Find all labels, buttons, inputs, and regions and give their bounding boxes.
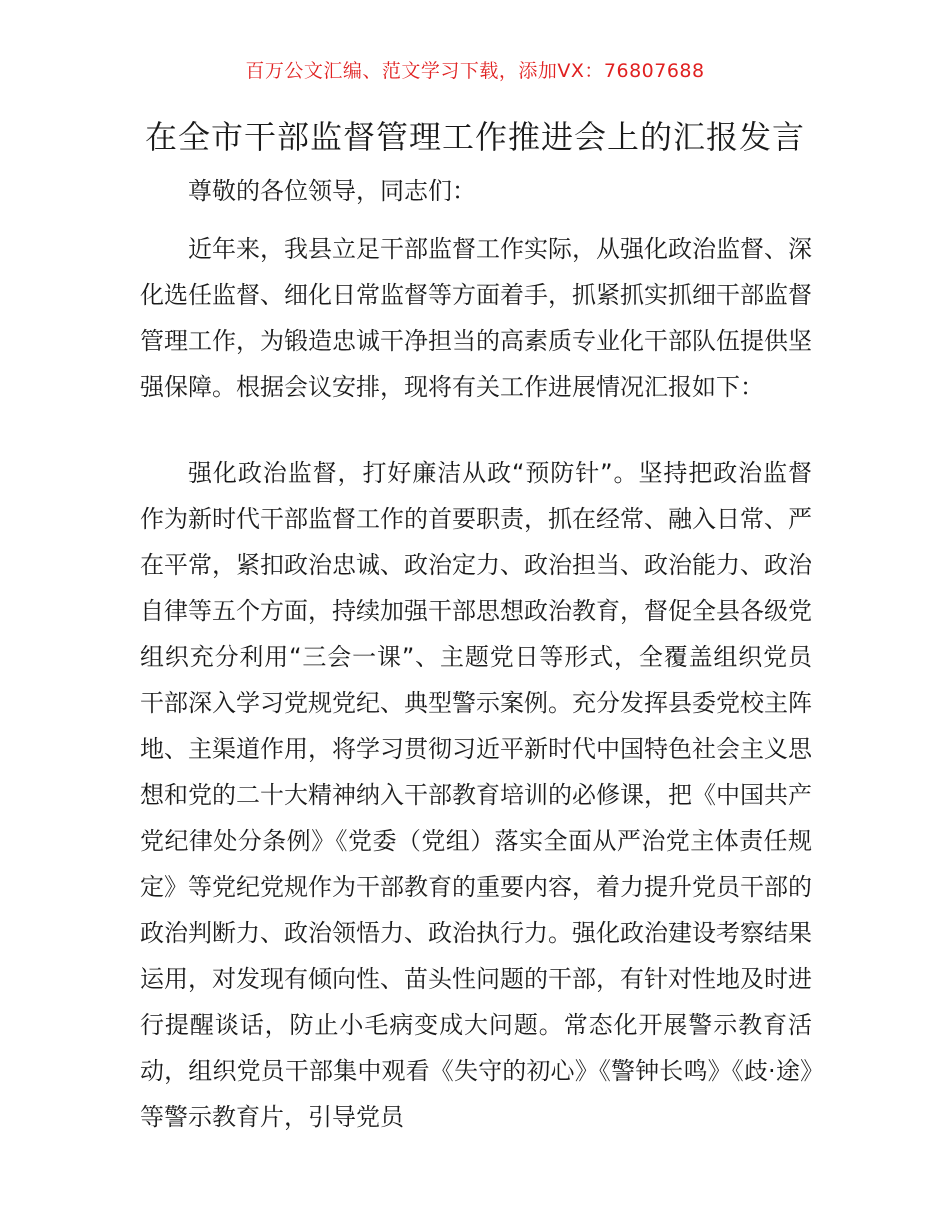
salutation: 尊敬的各位领导，同志们： [188,177,476,205]
paragraph-intro: 近年来，我县立足干部监督工作实际，从强化政治监督、深化选任监督、细化日常监督等方面着手，抓紧抓实抓细干部监督管理工作，为锻造忠诚干净担当的高素质专业化干部队伍提供坚强保障。根据会议安排，现将有关工作进展情况汇报如下： [140,235,812,401]
document-title: 在全市干部监督管理工作推进会上的汇报发言 [144,118,805,156]
header-banner: 百万公文汇编、范文学习下载，添加VX：76807688 [245,60,705,82]
paragraph-political-supervision: 强化政治监督，打好廉洁从政“预防针”。坚持把政治监督作为新时代干部监督工作的首要职责，抓在经常、融入日常、严在平常，紧扣政治忠诚、政治定力、政治担当、政治能力、政治自律等五个方面，持续加强干部思想政治教育，督促全县各级党组织充分利用“三会一课”、主题党日等形式，全覆盖组织党员干部深入学习党规党纪、典型警示案例。充分发挥县委党校主阵地、主渠道作用，将学习贯彻习近平新时代中国特色社会主义思想和党的二十大精神纳入干部教育培训的必修课，把《中国共产党纪律处分条例》《党委（党组）落实全面从严治党主体责任规定》等党纪党规作为干部教育的重要内容，着力提升党员干部的政治判断力、政治领悟力、政治执行力。强化政治建设考察结果运用，对发现有倾向性、苗头性问题的干部，有针对性地及时进行提醒谈话，防止小毛病变成大问题。常态化开展警示教育活动，组织党员干部集中观看《失守的初心》《警钟长鸣》《歧·途》等警示教育片，引导党员 [140,459,812,1131]
